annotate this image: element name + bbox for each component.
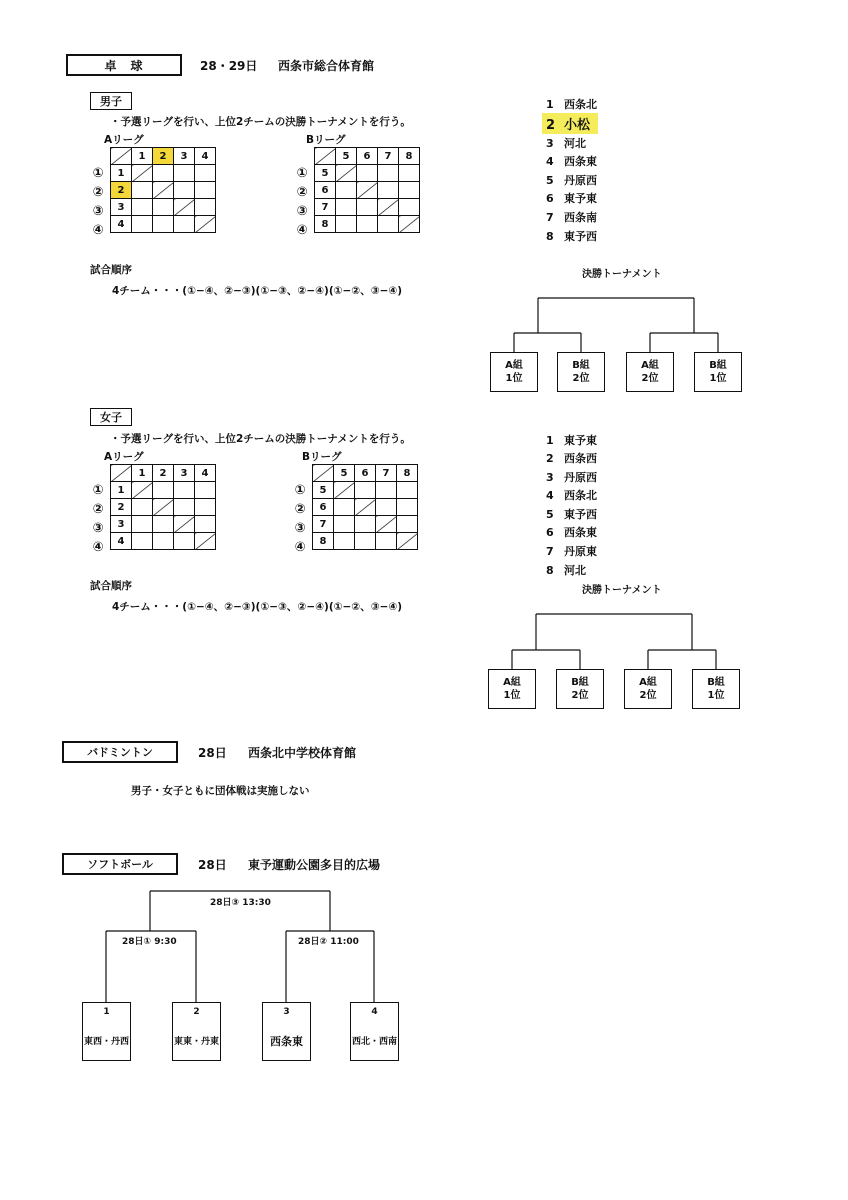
softball-semi1-label: 28日① 9:30 xyxy=(120,934,179,947)
row-mark: ① xyxy=(296,166,308,181)
girls-team-item: 5 東予西 xyxy=(546,508,597,521)
row-header: 5 xyxy=(313,482,334,499)
table-tennis-dates: 28・29日 xyxy=(200,59,258,73)
girls-team-item: 6 西条東 xyxy=(546,526,597,539)
col-header: 7 xyxy=(378,148,399,165)
boys-tag: 男子 xyxy=(90,92,132,110)
boys-league-b-label: Bリーグ xyxy=(306,134,346,146)
boys-bracket-slot: B組 1位 xyxy=(694,352,742,392)
girls-league-a-label: Aリーグ xyxy=(104,451,144,463)
boys-bracket-slot: B組 2位 xyxy=(557,352,605,392)
boys-team-item: 6 東予東 xyxy=(546,192,597,205)
col-header: 3 xyxy=(174,465,195,482)
col-header: 8 xyxy=(399,148,420,165)
softball-team-slot: 2 東東・丹東 xyxy=(172,1002,221,1061)
row-mark: ③ xyxy=(92,521,104,536)
row-mark: ④ xyxy=(296,223,308,238)
row-header: 4 xyxy=(111,533,132,550)
row-header: 3 xyxy=(111,516,132,533)
badminton-date: 28日 xyxy=(198,746,227,760)
row-mark: ④ xyxy=(92,223,104,238)
row-mark: ③ xyxy=(294,521,306,536)
row-header: 1 xyxy=(111,165,132,182)
row-header-highlight: 2 xyxy=(111,182,132,199)
girls-order-text: 4チーム・・・(①−④、②−③)(①−③、②−④)(①−②、③−④) xyxy=(112,601,403,613)
boys-team-item: 3 河北 xyxy=(546,137,586,150)
girls-team-item: 3 丹原西 xyxy=(546,471,597,484)
boys-team-item: 7 西条南 xyxy=(546,211,597,224)
girls-note: ・予選リーグを行い、上位2チームの決勝トーナメントを行う。 xyxy=(110,433,411,445)
row-header: 2 xyxy=(111,499,132,516)
girls-team-item: 2 西条西 xyxy=(546,452,597,465)
girls-bracket-title: 決勝トーナメント xyxy=(582,585,662,596)
softball-final-label: 28日③ 13:30 xyxy=(208,895,273,908)
badminton-title: バドミントン xyxy=(62,741,178,763)
girls-league-b-label: Bリーグ xyxy=(302,451,342,463)
boys-order-label: 試合順序 xyxy=(90,264,132,276)
col-header: 6 xyxy=(357,148,378,165)
row-header: 7 xyxy=(315,199,336,216)
boys-bracket-title: 決勝トーナメント xyxy=(582,269,662,280)
softball-date: 28日 xyxy=(198,858,227,872)
softball-title: ソフトボール xyxy=(62,853,178,875)
col-header: 8 xyxy=(397,465,418,482)
boys-league-a-label: Aリーグ xyxy=(104,134,144,146)
girls-team-item: 7 丹原東 xyxy=(546,545,597,558)
row-mark: ① xyxy=(92,483,104,498)
boys-note: ・予選リーグを行い、上位2チームの決勝トーナメントを行う。 xyxy=(110,116,411,128)
girls-team-item: 1 東予東 xyxy=(546,434,597,447)
boys-team-item: 8 東予西 xyxy=(546,230,597,243)
col-header-highlight: 2 xyxy=(153,148,174,165)
table-tennis-venue: 西条市総合体育館 xyxy=(278,59,375,73)
row-mark: ④ xyxy=(294,540,306,555)
row-mark: ① xyxy=(294,483,306,498)
col-header: 5 xyxy=(334,465,355,482)
badminton-note: 男子・女子ともに団体戦は実施しない xyxy=(131,785,310,797)
softball-venue: 東予運動公園多目的広場 xyxy=(248,858,381,872)
col-header: 3 xyxy=(174,148,195,165)
col-header: 5 xyxy=(336,148,357,165)
girls-tag: 女子 xyxy=(90,408,132,426)
row-header: 8 xyxy=(315,216,336,233)
girls-bracket-slot: B組 2位 xyxy=(556,669,604,709)
col-header: 4 xyxy=(195,465,216,482)
row-header: 6 xyxy=(315,182,336,199)
row-header: 5 xyxy=(315,165,336,182)
girls-order-label: 試合順序 xyxy=(90,580,132,592)
softball-team-slot: 3 西条東 xyxy=(262,1002,311,1061)
boys-order-text: 4チーム・・・(①−④、②−③)(①−③、②−④)(①−②、③−④) xyxy=(112,285,403,297)
girls-team-item: 4 西条北 xyxy=(546,489,597,502)
boys-team-item: 1 西条北 xyxy=(546,98,597,111)
row-mark: ① xyxy=(92,166,104,181)
col-header: 1 xyxy=(132,148,153,165)
row-header: 4 xyxy=(111,216,132,233)
girls-bracket-slot: B組 1位 xyxy=(692,669,740,709)
col-header: 2 xyxy=(153,465,174,482)
col-header: 1 xyxy=(132,465,153,482)
boys-bracket-slot: A組 1位 xyxy=(490,352,538,392)
girls-bracket-slot: A組 2位 xyxy=(624,669,672,709)
row-header: 8 xyxy=(313,533,334,550)
row-mark: ② xyxy=(92,502,104,517)
boys-bracket-slot: A組 2位 xyxy=(626,352,674,392)
girls-bracket-slot: A組 1位 xyxy=(488,669,536,709)
boys-team-item: 5 丹原西 xyxy=(546,174,597,187)
col-header: 6 xyxy=(355,465,376,482)
table-tennis-title: 卓 球 xyxy=(66,54,182,76)
row-mark: ④ xyxy=(92,540,104,555)
row-mark: ② xyxy=(92,185,104,200)
boys-team-item: 4 西条東 xyxy=(546,155,597,168)
softball-team-slot: 4 西北・西南 xyxy=(350,1002,399,1061)
badminton-venue: 西条北中学校体育館 xyxy=(248,746,357,760)
row-header: 7 xyxy=(313,516,334,533)
row-mark: ② xyxy=(296,185,308,200)
softball-semi2-label: 28日② 11:00 xyxy=(296,934,361,947)
girls-team-item: 8 河北 xyxy=(546,564,586,577)
row-mark: ② xyxy=(294,502,306,517)
row-header: 6 xyxy=(313,499,334,516)
col-header: 4 xyxy=(195,148,216,165)
boys-team-item-highlight: 2 小松 xyxy=(542,113,598,134)
row-mark: ③ xyxy=(92,204,104,219)
row-mark: ③ xyxy=(296,204,308,219)
row-header: 3 xyxy=(111,199,132,216)
row-header: 1 xyxy=(111,482,132,499)
col-header: 7 xyxy=(376,465,397,482)
softball-team-slot: 1 東西・丹西 xyxy=(82,1002,131,1061)
